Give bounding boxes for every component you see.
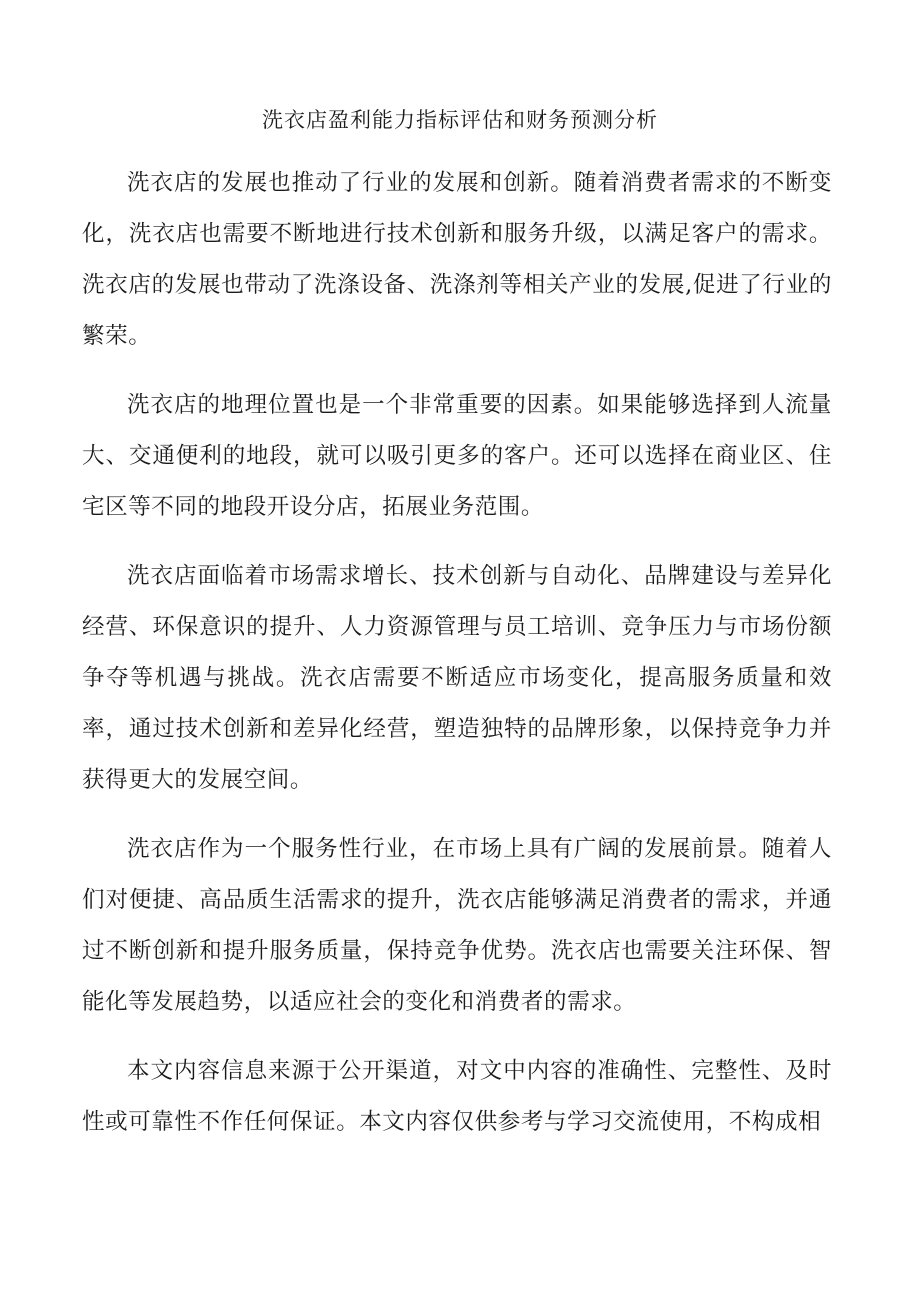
paragraph-2: 洗衣店的地理位置也是一个非常重要的因素。如果能够选择到人流量大、交通便利的地段，就可以吸引更多的客户。还可以选择在商业区、住宅区等不同的地段开设分店，拓展业务范围。	[82, 392, 832, 520]
document-title: 洗衣店盈利能力指标评估和财务预测分析	[262, 108, 658, 132]
paragraph-5: 本文内容信息来源于公开渠道，对文中内容的准确性、完整性、及时性或可靠性不作任何保证。本文内容仅供参考与学习交流使用，不构成相	[82, 1058, 832, 1135]
paragraph-4: 洗衣店作为一个服务性行业，在市场上具有广阔的发展前景。随着人们对便捷、高品质生活需求的提升，洗衣店能够满足消费者的需求，并通过不断创新和提升服务质量，保持竞争优势。洗衣店也需要关注环保、智能化等发展趋势，以适应社会的变化和消费者的需求。	[82, 836, 832, 1015]
paragraph-1: 洗衣店的发展也推动了行业的发展和创新。随着消费者需求的不断变化，洗衣店也需要不断地进行技术创新和服务升级，以满足客户的需求。洗衣店的发展也带动了洗涤设备、洗涤剂等相关产业的发展,促进了行业的繁荣。	[82, 170, 832, 349]
paragraph-3: 洗衣店面临着市场需求增长、技术创新与自动化、品牌建设与差异化经营、环保意识的提升、人力资源管理与员工培训、竞争压力与市场份额争夺等机遇与挑战。洗衣店需要不断适应市场变化，提高服务质量和效率，通过技术创新和差异化经营，塑造独特的品牌形象，以保持竞争力并获得更大的发展空间。	[82, 563, 832, 793]
document-body	[82, 158, 832, 1166]
